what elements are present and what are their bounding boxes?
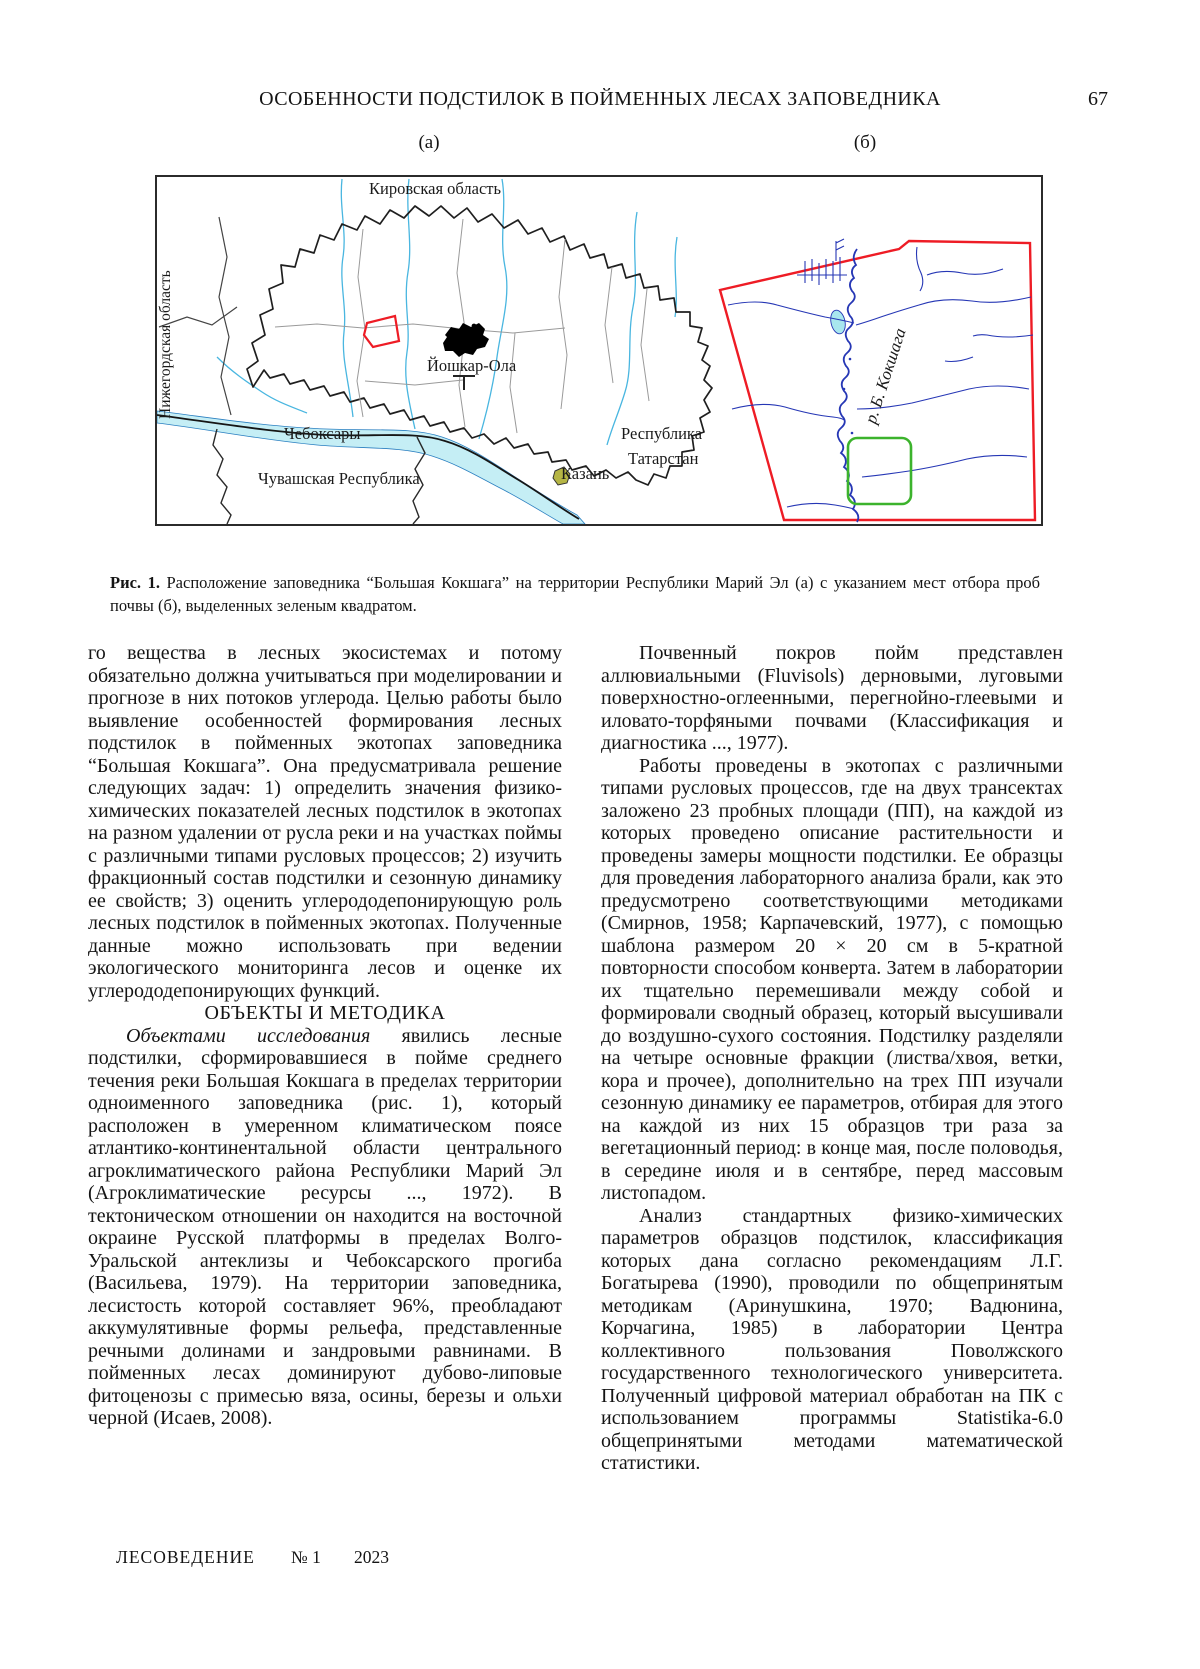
left-column [88, 642, 562, 1430]
figure-panel-b-label: (б) [853, 132, 877, 153]
drainage-hatch-marks [797, 239, 847, 285]
footer-journal-name: ЛЕСОВЕДЕНИЕ [116, 1547, 255, 1567]
map-a-group [157, 179, 712, 524]
paragraph-study-objects-rest: явились лесные подстилки, сформировавшиеся в пойме среднего течения реки Большая Кокшага в пределах территории одноименного заповедника (рис. 1), который расположен в умеренном климатическом поясе атлантико-континентальной области центрального агроклиматического района Республики Марий Эл (Агроклиматические ресурсы ..., 1972). В тектоническом отношении он находится на восточной окраине Русской платформы в пределах Волго-Уральской антеклизы и Чебоксарского прогиба (Васильева, 1979). На территории заповедника, лесистость которой составляет 96%, преобладают аккумулятивные формы рельефа, представленные речными долинами и зандровыми равнинами. В пойменных лесах доминируют дубово-липовые фитоценозы с примесью вяза, осины, березы и ольхи черной (Исаев, 2008). [88, 1024, 562, 1429]
map-label-yoshkar-ola: Йошкар-Ола [427, 356, 517, 375]
yoshkar-ola-city-dot [472, 324, 477, 329]
figure-1-map [155, 175, 1043, 526]
figure-caption [110, 571, 1040, 617]
map-label-tatarstan-line1: Республика [621, 424, 703, 443]
page-number: 67 [1088, 88, 1108, 110]
map-label-kokshaga-river: р. Б. Кокшага [861, 325, 910, 426]
map-label-kazan: Казань [561, 464, 610, 483]
paragraph-study-objects [88, 1025, 562, 1430]
map-label-chuvash-republic: Чувашская Республика [258, 469, 420, 488]
map-label-nizhegorod-oblast: Нижегордская область [157, 270, 174, 419]
footer-issue-number: № 1 [291, 1547, 321, 1567]
running-title: ОСОБЕННОСТИ ПОДСТИЛОК В ПОЙМЕННЫХ ЛЕСАХ ЗАПОВЕДНИКА [259, 88, 941, 110]
figure-caption-lead: Рис. 1. [110, 572, 160, 592]
rivers-cyan [217, 179, 677, 445]
footer-year: 2023 [354, 1547, 389, 1567]
reserve-location-red-outline [364, 316, 399, 347]
figure-panel-a-label: (а) [418, 132, 440, 153]
section-heading-objects-methods: ОБЪЕКТЫ И МЕТОДИКА [204, 1002, 446, 1024]
yoshkar-ola-border-tick [453, 376, 475, 390]
paragraph-lab-analysis: Анализ стандартных физико-химических параметров образцов подстилок, классификация которых дана согласно рекомендациям Л.Г. Богатырева (1990), проводили по общепринятым методикам (Аринушкина, 1970; Вадюнина, Корчагина, 1985) в лаборатории Центра коллективного пользования Поволжского государственного технологического университета. Полученный цифровой материал обработан на ПК с использованием программы Statistika-6.0 общепринятыми методами математической статистики. [601, 1204, 1063, 1474]
paragraph-field-methods: Работы проведены в экотопах с различными типами русловых процессов, где на двух трансектах заложено 23 пробных площади (ПП), на каждой из которых проведено описание растительности и проведены замеры мощности подстилки. Ее образцы для проведения лабораторного анализа брали, как это предусмотрено соответствующими методиками (Смирнов, 1958; Карпачевский, 1977), с помощью шаблона размером 20 × 20 см в 5-кратной повторности способом конверта. Затем в лаборатории их тщательно перемешивали между собой и формировали сводный образец, который высушивали до воздушно-сухого состояния. Подстилку разделяли на четыре основные фракции (листва/хвоя, ветки, кора и прочее), дополнительно на трех ПП изучали сезонную динамику ее параметров, отбирая для этого на каждой из них 15 образцов три раза за вегетационный период: в конце мая, после половодья, в середине июля и в сентябре, перед массовым листопадом. [601, 754, 1063, 1204]
paragraph-study-objects-lead: Объектами исследования [126, 1024, 371, 1047]
map-label-tatarstan-line2: Татарстан [628, 449, 699, 468]
sampling-area-green-square [848, 438, 911, 504]
map-label-cheboksary: Чебоксары [284, 424, 361, 443]
figure-caption-text: Расположение заповедника “Большая Кокшага” на территории Республики Марий Эл (а) с указанием мест отбора проб почвы (б), выделенных зеленым квадратом. [110, 572, 1040, 615]
right-column [601, 642, 1063, 1475]
paragraph-intro-continuation: го вещества в лесных экосистемах и потому обязательно должна учитываться при моделировании и прогнозе в них потоков углерода. Целью работы было выявление особенностей формирования лесных подстилок в пойменных экотопах заповедника “Большая Кокшага”. Она предусматривала решение следующих задач: 1) определить значения физико-химических показателей лесных подстилок в экотопах на разном удалении от русла реки и на участках поймы с различными типами русловых процессов; 2) изучить фракционный состав подстилки и сезонную динамику ее свойств; 3) оценить углерододепонирующую роль лесных подстилок в пойменных экотопах. Полученные данные можно использовать при ведении экологического мониторинга лесов и оценке их углерододепонирующих функций. [88, 642, 562, 1002]
map-label-kirov-oblast: Кировская область [369, 179, 502, 198]
paragraph-soil-cover: Почвенный покров пойм представлен аллювиальными (Fluvisols) дерновыми, луговыми поверхностно-оглеенными, перегнойно-глеевыми и иловато-торфяными почвами (Классификация и диагностика ..., 1977). [601, 642, 1063, 754]
volga-river-shape [157, 411, 585, 524]
lake-shape [829, 309, 848, 335]
